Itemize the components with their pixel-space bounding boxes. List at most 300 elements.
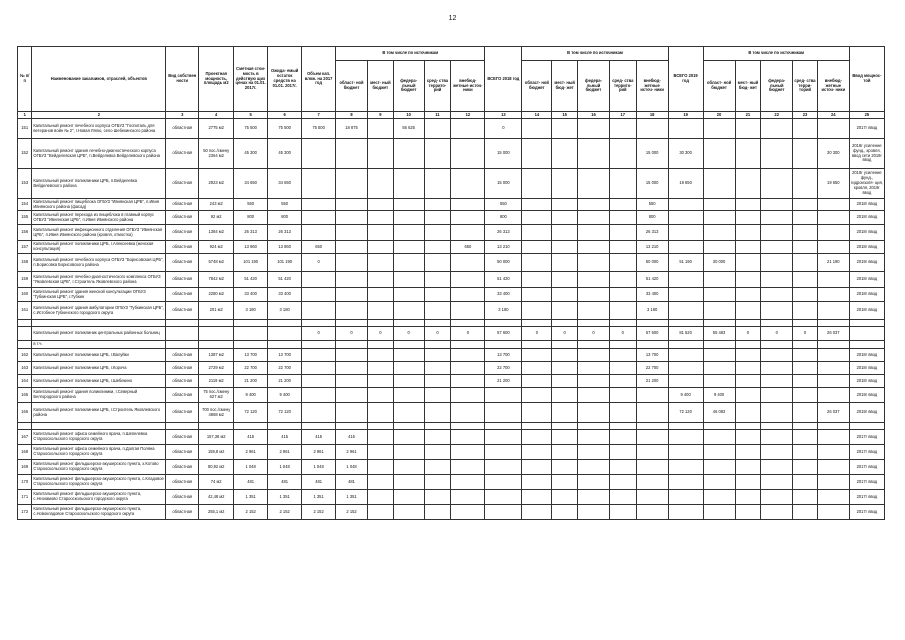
cell-col-10 [393, 272, 424, 288]
header-src-local: мест- ный бюд- жет [552, 61, 578, 112]
cell-col-16 [578, 341, 610, 349]
volume-2017: 415 [302, 430, 336, 445]
capacity [199, 327, 234, 341]
commission-note: 2017г ввод [849, 490, 884, 505]
cell-col-19 [668, 211, 703, 225]
cell-col-18 [636, 430, 668, 445]
object-name: Капитальный ремонт поликлиники ЦРБ, г.Алексеевка (женская консультация) [32, 241, 166, 254]
cell-col-8 [336, 302, 368, 320]
ownership: областная [166, 430, 199, 445]
cell-col-24 [817, 241, 849, 254]
cell-col-19 [668, 199, 703, 211]
cell-col-14 [522, 225, 552, 241]
cell-col-15 [552, 349, 578, 362]
estimate: 33 400 [234, 288, 268, 302]
cell-col-15 [552, 272, 578, 288]
cell-col-19 [668, 505, 703, 520]
cell-col-19 [668, 475, 703, 490]
cell-col-21 [735, 272, 761, 288]
cell-col-16 [578, 490, 610, 505]
cell-col-23 [793, 199, 818, 211]
cell-col-11 [424, 460, 451, 475]
cell-col-9 [368, 241, 394, 254]
commission-note: 2018г ввод [849, 241, 884, 254]
cell-col-14 [522, 199, 552, 211]
header-total-2018: ВСЕГО 2018 год [485, 47, 522, 112]
cell-col-10 [393, 199, 424, 211]
cell-col-10 [393, 460, 424, 475]
cell-col-17 [609, 302, 636, 320]
estimate: 550 [234, 199, 268, 211]
cell-col-10 [393, 211, 424, 225]
cell-col-19: 81 520 [668, 327, 703, 341]
ownership: областная [166, 375, 199, 388]
column-number: 5 [234, 112, 268, 119]
column-number: 13 [485, 112, 522, 119]
cell-col-21 [735, 362, 761, 375]
cell-col-12 [451, 211, 485, 225]
cell-col-16 [578, 169, 610, 199]
header-ownership: Вид собствен ности [166, 47, 199, 112]
cell-col-8 [336, 139, 368, 169]
cell-col-22 [761, 505, 793, 520]
cell-col-9 [368, 169, 394, 199]
cell-col-8 [336, 388, 368, 403]
cell-col-21 [735, 375, 761, 388]
object-name: Капитальный ремонт здания женской консультации ОГБУЗ "Губкинская ЦРБ", г.Губкин [32, 288, 166, 302]
cell-col-23 [793, 349, 818, 362]
cell-col-10 [393, 445, 424, 460]
cell-col-16 [578, 119, 610, 139]
cell-col-8 [336, 341, 368, 349]
header-sources-2019: В том числе по источникам [703, 47, 849, 61]
cell-col-21 [735, 445, 761, 460]
cell-col-10 [393, 362, 424, 375]
cell-col-9 [368, 403, 394, 423]
cell-col-22 [761, 475, 793, 490]
table-body [18, 119, 885, 520]
cell-col-24 [817, 490, 849, 505]
cell-col-17 [609, 288, 636, 302]
cell-col-9 [368, 225, 394, 241]
cell-col-18: 13 210 [636, 241, 668, 254]
cell-col-8 [336, 272, 368, 288]
commission-note: 2018г ввод [849, 211, 884, 225]
cell-col-23 [793, 254, 818, 272]
table-row [18, 119, 885, 139]
remainder: 2 152 [268, 505, 302, 520]
header-src-federal: федера- льный бюджет [578, 61, 610, 112]
cell-col-10 [393, 320, 424, 327]
remainder: 2 961 [268, 445, 302, 460]
cell-col-20 [703, 460, 735, 475]
cell-col-8: 1 351 [336, 490, 368, 505]
cell-col-14 [522, 460, 552, 475]
cell-col-12 [451, 225, 485, 241]
cell-col-12 [451, 341, 485, 349]
table-row [18, 403, 885, 423]
column-number: 25 [849, 112, 884, 119]
cell-col-24 [817, 505, 849, 520]
remainder [268, 423, 302, 430]
cell-col-23 [793, 403, 818, 423]
cell-col-16 [578, 199, 610, 211]
row-number: 170 [18, 475, 32, 490]
table-row [18, 288, 885, 302]
cell-col-14 [522, 475, 552, 490]
cell-col-16 [578, 505, 610, 520]
cell-col-22 [761, 302, 793, 320]
cell-col-19 [668, 272, 703, 288]
cell-col-20 [703, 241, 735, 254]
cell-col-21 [735, 225, 761, 241]
volume-2017: 2 152 [302, 505, 336, 520]
cell-col-8 [336, 169, 368, 199]
ownership: областная [166, 460, 199, 475]
cell-col-11 [424, 388, 451, 403]
cell-col-14 [522, 139, 552, 169]
cell-col-20 [703, 430, 735, 445]
cell-col-17 [609, 430, 636, 445]
cell-col-18: 3 180 [636, 302, 668, 320]
cell-col-23 [793, 341, 818, 349]
commission-note [849, 423, 884, 430]
cell-col-11 [424, 199, 451, 211]
cell-col-20: 46 083 [703, 403, 735, 423]
table-row [18, 199, 885, 211]
cell-col-13 [485, 403, 522, 423]
cell-col-12 [451, 349, 485, 362]
header-src-territory: сред- ства террито- рий [424, 61, 451, 112]
cell-col-22 [761, 403, 793, 423]
cell-col-13: 15 000 [485, 139, 522, 169]
remainder: 72 120 [268, 403, 302, 423]
header-src-regional: област- ной бюджет [703, 61, 735, 112]
column-number: 9 [368, 112, 394, 119]
cell-col-15 [552, 505, 578, 520]
cell-col-12 [451, 505, 485, 520]
cell-col-14 [522, 320, 552, 327]
estimate [234, 327, 268, 341]
cell-col-21 [735, 169, 761, 199]
cell-col-8 [336, 211, 368, 225]
cell-col-18 [636, 445, 668, 460]
cell-col-12 [451, 375, 485, 388]
cell-col-14 [522, 272, 552, 288]
cell-col-8 [336, 423, 368, 430]
cell-col-18 [636, 505, 668, 520]
cell-col-21 [735, 423, 761, 430]
header-src-extrabudget: внебюд- жетные источ- ники [451, 61, 485, 112]
cell-col-22 [761, 341, 793, 349]
cell-col-18 [636, 423, 668, 430]
cell-col-9 [368, 490, 394, 505]
cell-col-19 [668, 288, 703, 302]
cell-col-18: 50 000 [636, 254, 668, 272]
ownership: областная [166, 302, 199, 320]
cell-col-8 [336, 362, 368, 375]
cell-col-22 [761, 388, 793, 403]
cell-col-9 [368, 211, 394, 225]
object-name: Капитальный ремонт офиса семейного врача, п.Долгая Поляна Старооскольского городского округа [32, 445, 166, 460]
cell-col-21 [735, 341, 761, 349]
cell-col-10 [393, 254, 424, 272]
cell-col-23 [793, 362, 818, 375]
row-number: 166 [18, 403, 32, 423]
cell-col-21 [735, 430, 761, 445]
volume-2017 [302, 302, 336, 320]
estimate [234, 423, 268, 430]
column-number: 21 [735, 112, 761, 119]
cell-col-19 [668, 362, 703, 375]
cell-col-15 [552, 388, 578, 403]
ownership: областная [166, 169, 199, 199]
cell-col-16 [578, 211, 610, 225]
cell-col-17 [609, 211, 636, 225]
cell-col-11 [424, 475, 451, 490]
capacity [199, 423, 234, 430]
cell-col-16 [578, 139, 610, 169]
cell-col-20 [703, 225, 735, 241]
cell-col-17 [609, 254, 636, 272]
cell-col-13 [485, 320, 522, 327]
cell-col-15 [552, 211, 578, 225]
cell-col-17 [609, 505, 636, 520]
cell-col-16 [578, 272, 610, 288]
cell-col-18: 22 700 [636, 362, 668, 375]
cell-col-19 [668, 302, 703, 320]
cell-col-21 [735, 119, 761, 139]
cell-col-12 [451, 139, 485, 169]
cell-col-12 [451, 320, 485, 327]
cell-col-21 [735, 199, 761, 211]
row-number: 171 [18, 490, 32, 505]
ownership: областная [166, 211, 199, 225]
cell-col-18: 13 700 [636, 349, 668, 362]
cell-col-8 [336, 375, 368, 388]
column-number: 8 [336, 112, 368, 119]
row-number: 155 [18, 211, 32, 225]
remainder: 800 [268, 211, 302, 225]
cell-col-10 [393, 302, 424, 320]
cell-col-21 [735, 254, 761, 272]
capacity: 50 пос./смену 2364 м2 [199, 139, 234, 169]
ownership: областная [166, 225, 199, 241]
ownership: областная [166, 403, 199, 423]
cell-col-12 [451, 388, 485, 403]
cell-col-15 [552, 169, 578, 199]
cell-col-19: 72 120 [668, 403, 703, 423]
remainder: 9 400 [268, 388, 302, 403]
cell-col-9 [368, 423, 394, 430]
cell-col-9 [368, 254, 394, 272]
cell-col-20 [703, 349, 735, 362]
commission-note: 2018г ввод [849, 272, 884, 288]
cell-col-19 [668, 349, 703, 362]
header-src-regional: област- ной бюджет [336, 61, 368, 112]
cell-col-11 [424, 375, 451, 388]
cell-col-10 [393, 288, 424, 302]
cell-col-21 [735, 349, 761, 362]
cell-col-20: 9 400 [703, 388, 735, 403]
column-number: 2 [32, 112, 166, 119]
cell-col-23 [793, 388, 818, 403]
cell-col-18: 51 420 [636, 272, 668, 288]
commission-note [849, 327, 884, 341]
estimate: 2 961 [234, 445, 268, 460]
cell-col-21 [735, 139, 761, 169]
cell-col-17 [609, 362, 636, 375]
cell-col-24 [817, 272, 849, 288]
cell-col-19: 30 300 [668, 139, 703, 169]
cell-col-9 [368, 341, 394, 349]
estimate [234, 341, 268, 349]
cell-col-20 [703, 490, 735, 505]
commission-note: 2018г ввод [849, 302, 884, 320]
ownership: областная [166, 362, 199, 375]
volume-2017 [302, 199, 336, 211]
cell-col-11 [424, 490, 451, 505]
cell-col-17 [609, 341, 636, 349]
remainder: 1 048 [268, 460, 302, 475]
cell-col-12 [451, 169, 485, 199]
cell-col-16 [578, 362, 610, 375]
column-number: 12 [451, 112, 485, 119]
header-src-federal: федера- льный бюджет [393, 61, 424, 112]
cell-col-21 [735, 320, 761, 327]
cell-col-24 [817, 199, 849, 211]
cell-col-16 [578, 460, 610, 475]
cell-col-23: 0 [793, 327, 818, 341]
volume-2017 [302, 349, 336, 362]
commission-note: 2018г усиление фунд., кровля, ввод сети 2019г ввод [849, 139, 884, 169]
cell-col-14 [522, 119, 552, 139]
cell-col-18: 550 [636, 199, 668, 211]
cell-col-15: 0 [552, 327, 578, 341]
table-row [18, 327, 885, 341]
cell-col-13: 550 [485, 199, 522, 211]
cell-col-14 [522, 302, 552, 320]
volume-2017 [302, 341, 336, 349]
cell-col-9 [368, 505, 394, 520]
cell-col-15 [552, 460, 578, 475]
cell-col-13 [485, 475, 522, 490]
cell-col-8: 1 048 [336, 460, 368, 475]
table-row [18, 139, 885, 169]
cell-col-13 [485, 341, 522, 349]
commission-note: 2017г ввод [849, 505, 884, 520]
commission-note: 2018г усиление фунд., гидроизоля- ция, кровля, 2019г ввод [849, 169, 884, 199]
row-number [18, 327, 32, 341]
cell-col-21 [735, 211, 761, 225]
cell-col-10: 0 [393, 327, 424, 341]
ownership: областная [166, 241, 199, 254]
cell-col-22 [761, 362, 793, 375]
object-name: Капитальный ремонт поликлиники ЦРБ, г.Шебекино [32, 375, 166, 388]
volume-2017 [302, 169, 336, 199]
column-number: 10 [393, 112, 424, 119]
cell-col-17 [609, 272, 636, 288]
table-row [18, 320, 885, 327]
cell-col-23 [793, 375, 818, 388]
cell-col-9: 0 [368, 327, 394, 341]
cell-col-24 [817, 375, 849, 388]
cell-col-19: 9 400 [668, 388, 703, 403]
cell-col-16 [578, 302, 610, 320]
commission-note: 2018г ввод [849, 225, 884, 241]
row-number: 160 [18, 288, 32, 302]
row-number: 172 [18, 505, 32, 520]
column-number: 24 [817, 112, 849, 119]
capacity: 42,48 м2 [199, 490, 234, 505]
table-row [18, 341, 885, 349]
estimate: 1 048 [234, 460, 268, 475]
volume-2017: 1 351 [302, 490, 336, 505]
cell-col-23 [793, 241, 818, 254]
capacity: 2923 м2 [199, 169, 234, 199]
cell-col-13: 800 [485, 211, 522, 225]
cell-col-23 [793, 211, 818, 225]
cell-col-8 [336, 199, 368, 211]
estimate: 75 500 [234, 119, 268, 139]
cell-col-10: 56 625 [393, 119, 424, 139]
cell-col-10 [393, 505, 424, 520]
cell-col-13 [485, 430, 522, 445]
capacity: 2119 м2 [199, 375, 234, 388]
estimate: 13 700 [234, 349, 268, 362]
cell-col-18 [636, 475, 668, 490]
cell-col-8 [336, 403, 368, 423]
cell-col-15 [552, 320, 578, 327]
header-name: Наименование заказчиков, отраслей, объектов [32, 47, 166, 112]
cell-col-24 [817, 225, 849, 241]
row-number: 152 [18, 139, 32, 169]
cell-col-14 [522, 375, 552, 388]
volume-2017 [302, 423, 336, 430]
cell-col-8: 2 961 [336, 445, 368, 460]
row-number [18, 320, 32, 327]
table-row [18, 505, 885, 520]
cell-col-24 [817, 475, 849, 490]
ownership: областная [166, 288, 199, 302]
cell-col-14 [522, 445, 552, 460]
cell-col-9 [368, 475, 394, 490]
cell-col-20 [703, 211, 735, 225]
cell-col-19 [668, 375, 703, 388]
cell-col-20 [703, 199, 735, 211]
object-name: Капитальный ремонт фельдшерско-акушерского пункта, с.Незнамово Старооскольского городского округа [32, 490, 166, 505]
cell-col-15 [552, 254, 578, 272]
remainder: 101 190 [268, 254, 302, 272]
ownership: областная [166, 475, 199, 490]
cell-col-22 [761, 254, 793, 272]
cell-col-10 [393, 388, 424, 403]
cell-col-11 [424, 349, 451, 362]
cell-col-20 [703, 119, 735, 139]
cell-col-23 [793, 423, 818, 430]
cell-col-21 [735, 475, 761, 490]
cell-col-17 [609, 241, 636, 254]
cell-col-18 [636, 403, 668, 423]
object-name: Капитальный ремонт фельдшерско-акушерского пункта, с.Новокладовое Старооскольского городского округа [32, 505, 166, 520]
cell-col-22 [761, 241, 793, 254]
cell-col-24 [817, 388, 849, 403]
ownership [166, 423, 199, 430]
commission-note [849, 341, 884, 349]
cell-col-22 [761, 320, 793, 327]
cell-col-14 [522, 241, 552, 254]
cell-col-18 [636, 460, 668, 475]
